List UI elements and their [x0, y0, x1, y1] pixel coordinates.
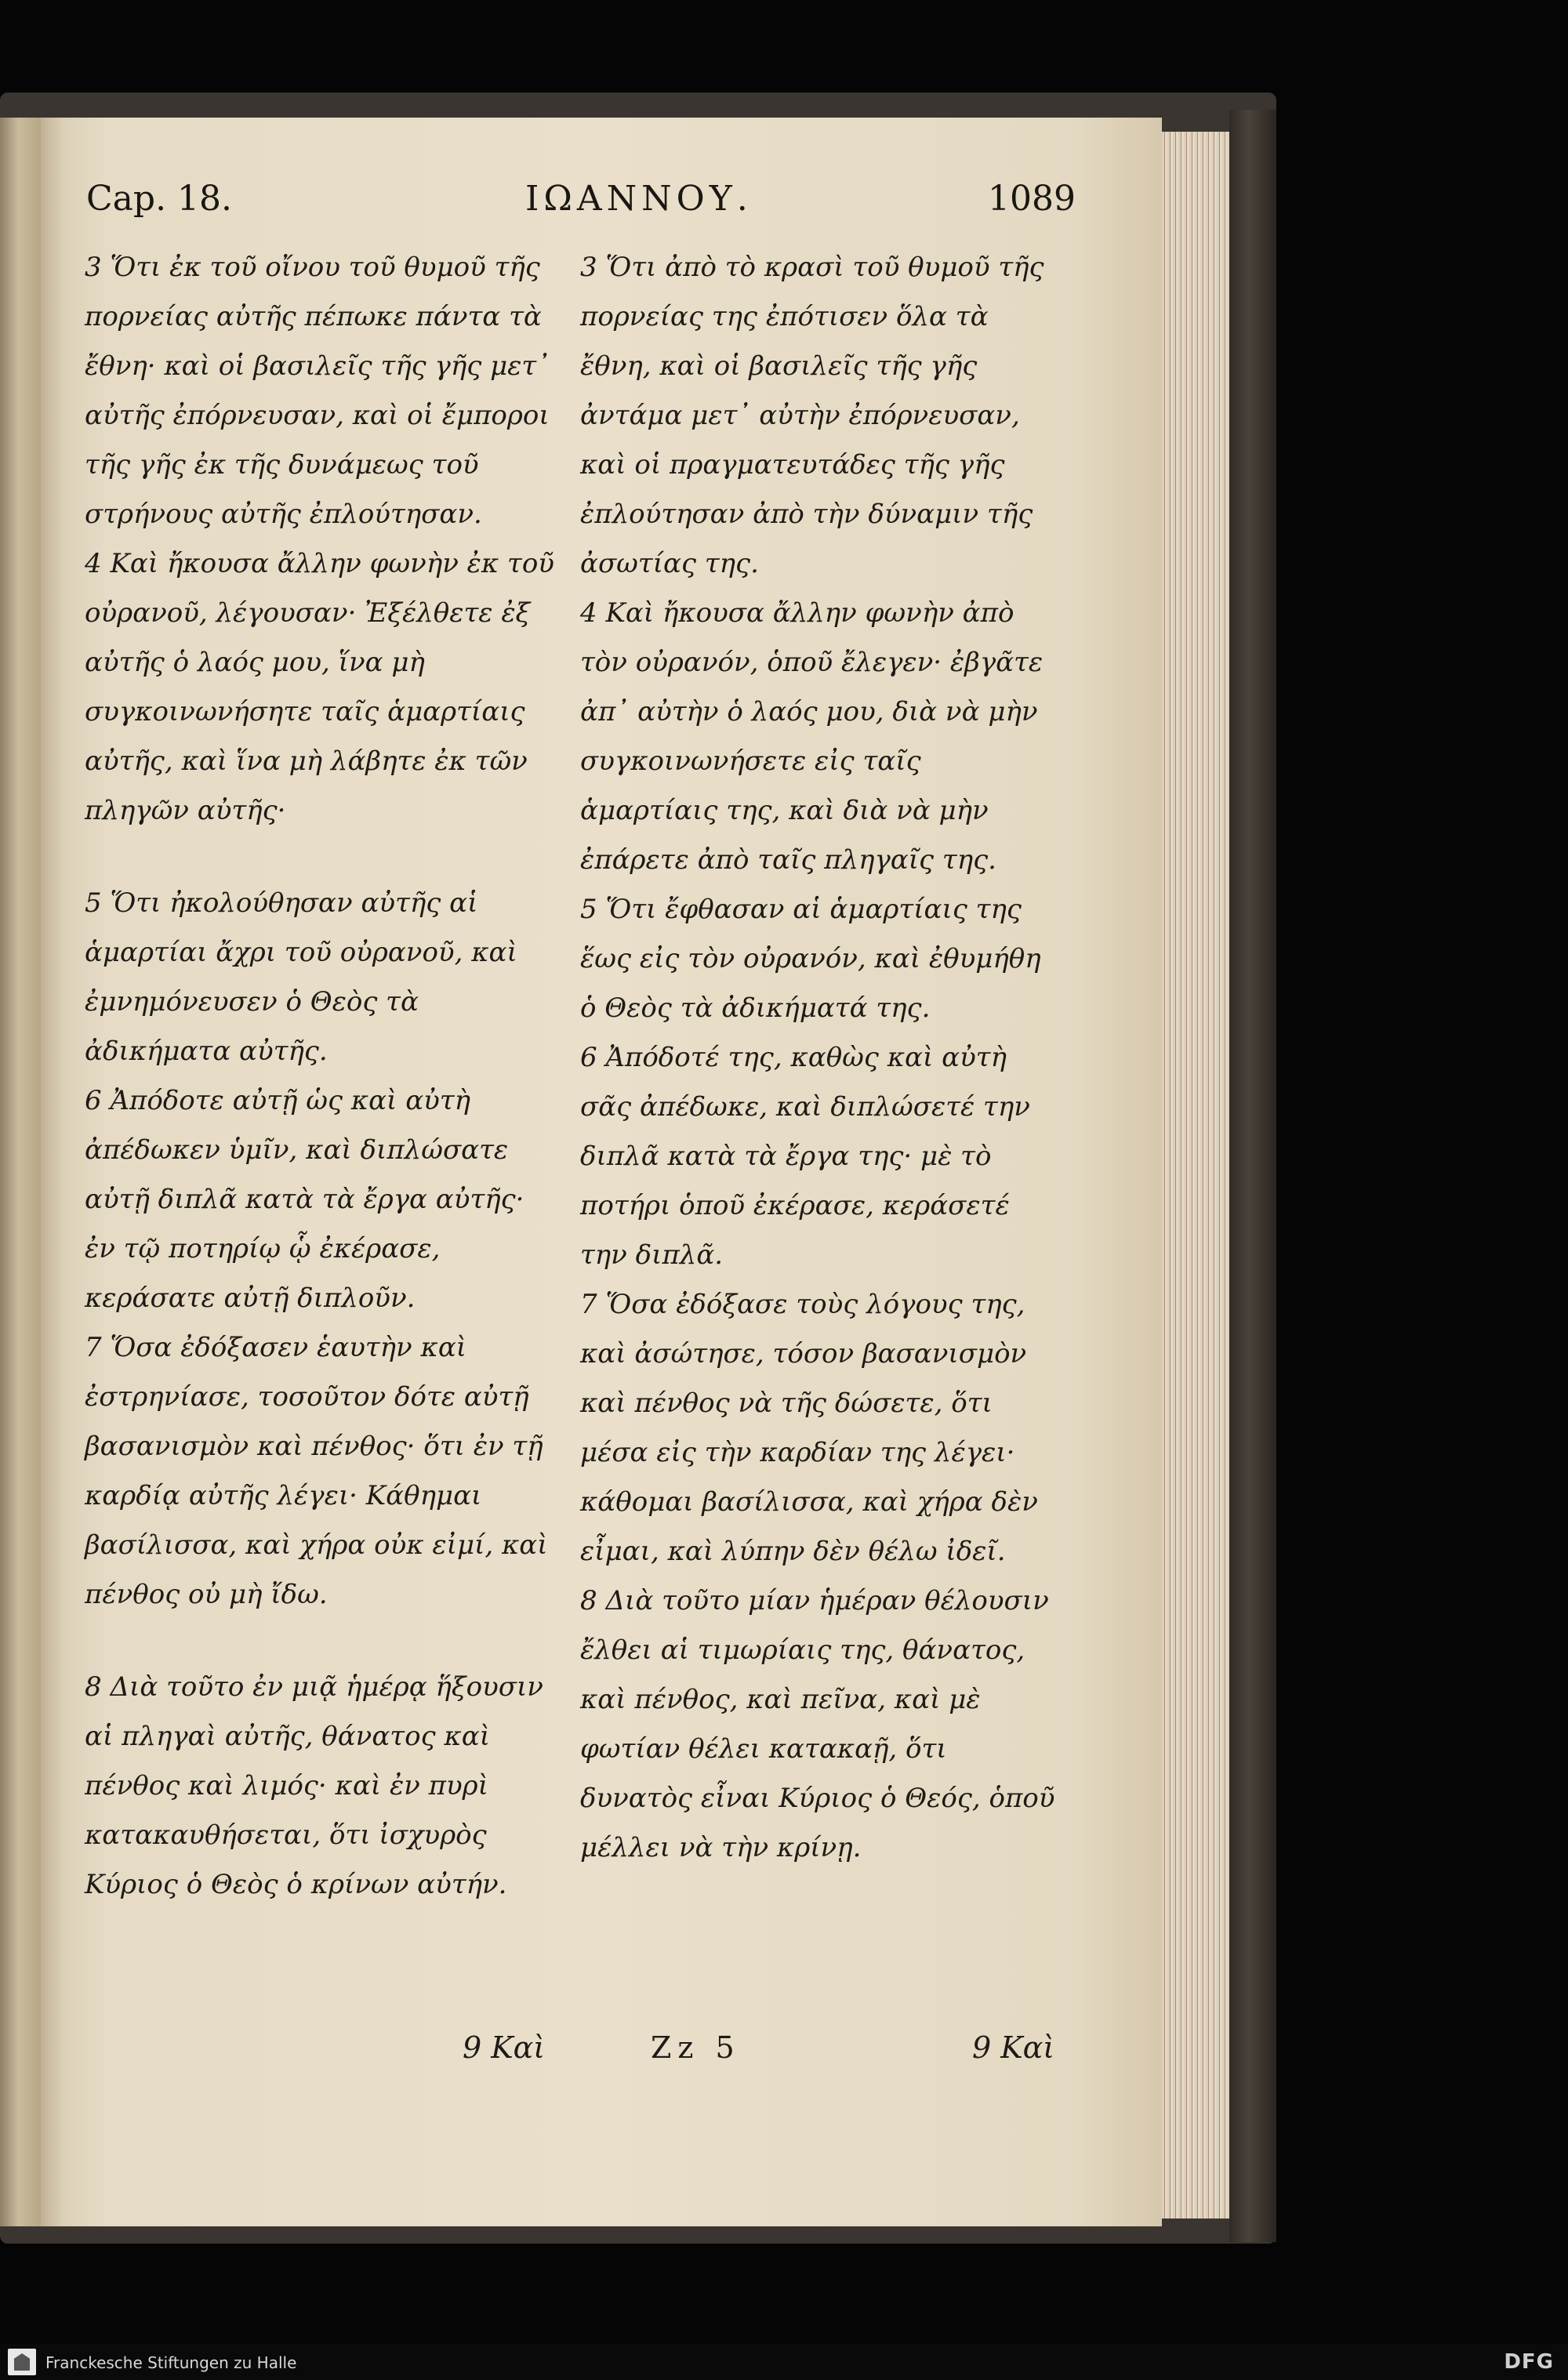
- verse-4-left: 4 Καὶ ἤκουσα ἄλλην φωνὴν ἐκ τοῦ οὐρανοῦ, λέγουσαν· Ἐξέλθετε ἐξ αὐτῆς ὁ λαός μου, ἵνα μὴ συγκοινωνήσητε ταῖς ἁμαρτίαις αὐτῆς, καὶ ἵνα μὴ λάβητε ἐκ τῶν πληγῶν αὐτῆς·: [85, 548, 554, 826]
- verse-6-right: 6 Ἀπόδοτέ της, καθὼς καὶ αὐτὴ σᾶς ἀπέδωκε, καὶ διπλώσετέ την διπλᾶ κατὰ τὰ ἔργα της· μὲ τὸ ποτήρι ὁποῦ ἐκέρασε, κεράσετέ την διπλᾶ.: [580, 1042, 1030, 1271]
- verse-3-right: 3 Ὅτι ἀπὸ τὸ κρασὶ τοῦ θυμοῦ τῆς πορνείας της ἐπότισεν ὅλα τὰ ἔθνη, καὶ οἱ βασιλεῖς τῆς γῆς ἀντάμα μετ᾽ αὐτὴν ἐπόρνευσαν, καὶ οἱ πραγματευτάδες τῆς γῆς ἐπλούτησαν ἀπὸ τὴν δύναμιν τῆς ἀσωτίας της.: [580, 252, 1044, 579]
- verse-7-right: 7 Ὅσα ἐδόξασε τοὺς λόγους της, καὶ ἀσώτησε, τόσον βασανισμὸν καὶ πένθος νὰ τῆς δώσετε, ὅτι μέσα εἰς τὴν καρδίαν της λέγει· κάθομαι βασίλισσα, καὶ χήρα δὲν εἶμαι, καὶ λύπην δὲν θέλω ἰδεῖ.: [580, 1289, 1038, 1567]
- verse-gap: [85, 1620, 563, 1663]
- facing-page-edge: [0, 118, 41, 2226]
- greek-column-right: [580, 243, 1058, 1873]
- running-head: [86, 179, 1074, 249]
- book-spine: [1229, 110, 1276, 2242]
- verse-8-left: 8 Διὰ τοῦτο ἐν μιᾷ ἡμέρᾳ ἥξουσιν αἱ πληγαὶ αὐτῆς, θάνατος καὶ πένθος καὶ λιμός· καὶ ἐν πυρὶ κατακαυθήσεται, ὅτι ἰσχυρὸς Κύριος ὁ Θεὸς ὁ κρίνων αὐτήν.: [85, 1671, 543, 1900]
- verse-gap: [85, 836, 563, 879]
- catchword-left: 9 Καὶ: [463, 2030, 546, 2065]
- verse-7-left: 7 Ὅσα ἐδόξασεν ἑαυτὴν καὶ ἐστρηνίασε, τοσοῦτον δότε αὐτῇ βασανισμὸν καὶ πένθος· ὅτι ἐν τῇ καρδίᾳ αὐτῆς λέγει· Κάθημαι βασίλισσα, καὶ χήρα οὐκ εἰμί, καὶ πένθος οὐ μὴ ἴδω.: [85, 1332, 548, 1610]
- book-title: ΙΩΑΝΝΟΥ.: [525, 179, 753, 219]
- chapter-label: Cap. 18.: [86, 179, 233, 219]
- signature-mark: Zz 5: [651, 2030, 741, 2065]
- institution-name: Franckesche Stiftungen zu Halle: [45, 2353, 297, 2372]
- footer-bar: [0, 2344, 1568, 2380]
- page-number: 1089: [988, 179, 1076, 219]
- greek-column-left: [85, 243, 563, 1910]
- catchword-right: 9 Καὶ: [972, 2030, 1055, 2065]
- institution-logo-icon: [8, 2349, 36, 2375]
- verse-6-left: 6 Ἀπόδοτε αὐτῇ ὡς καὶ αὐτὴ ἀπέδωκεν ὑμῖν, καὶ διπλώσατε αὐτῇ διπλᾶ κατὰ τὰ ἔργα αὐτῆς· ἐν τῷ ποτηρίῳ ᾧ ἐκέρασε, κεράσατε αὐτῇ διπλοῦν.: [85, 1085, 524, 1314]
- verse-8-right: 8 Διὰ τοῦτο μίαν ἡμέραν θέλουσιν ἔλθει αἱ τιμωρίαις της, θάνατος, καὶ πένθος, καὶ πεῖνα, καὶ μὲ φωτίαν θέλει κατακαῇ, ὅτι δυνατὸς εἶναι Κύριος ὁ Θεός, ὁποῦ μέλλει νὰ τὴν κρίνῃ.: [580, 1585, 1055, 1863]
- verse-5-right: 5 Ὅτι ἔφθασαν αἱ ἁμαρτίαις της ἕως εἰς τὸν οὐρανόν, καὶ ἐθυμήθη ὁ Θεὸς τὰ ἀδικήματά της.: [580, 894, 1041, 1024]
- page-block-edges: [1162, 132, 1229, 2219]
- verse-3-left: 3 Ὅτι ἐκ τοῦ οἴνου τοῦ θυμοῦ τῆς πορνείας αὐτῆς πέπωκε πάντα τὰ ἔθνη· καὶ οἱ βασιλεῖς τῆς γῆς μετ᾽ αὐτῆς ἐπόρνευσαν, καὶ οἱ ἔμποροι τῆς γῆς ἐκ τῆς δυνάμεως τοῦ στρήνους αὐτῆς ἐπλούτησαν.: [85, 252, 550, 530]
- verse-5-left: 5 Ὅτι ἠκολούθησαν αὐτῆς αἱ ἁμαρτίαι ἄχρι τοῦ οὐρανοῦ, καὶ ἐμνημόνευσεν ὁ Θεὸς τὰ ἀδικήματα αὐτῆς.: [85, 887, 517, 1067]
- dfg-logo: DFG: [1504, 2350, 1554, 2374]
- verse-4-right: 4 Καὶ ἤκουσα ἄλλην φωνὴν ἀπὸ τὸν οὐρανόν, ὁποῦ ἔλεγεν· ἐβγᾶτε ἀπ᾽ αὐτὴν ὁ λαός μου, διὰ νὰ μὴν συγκοινωνήσετε εἰς ταῖς ἁμαρτίαις της, καὶ διὰ νὰ μὴν ἐπάρετε ἀπὸ ταῖς πληγαῖς της.: [580, 597, 1044, 876]
